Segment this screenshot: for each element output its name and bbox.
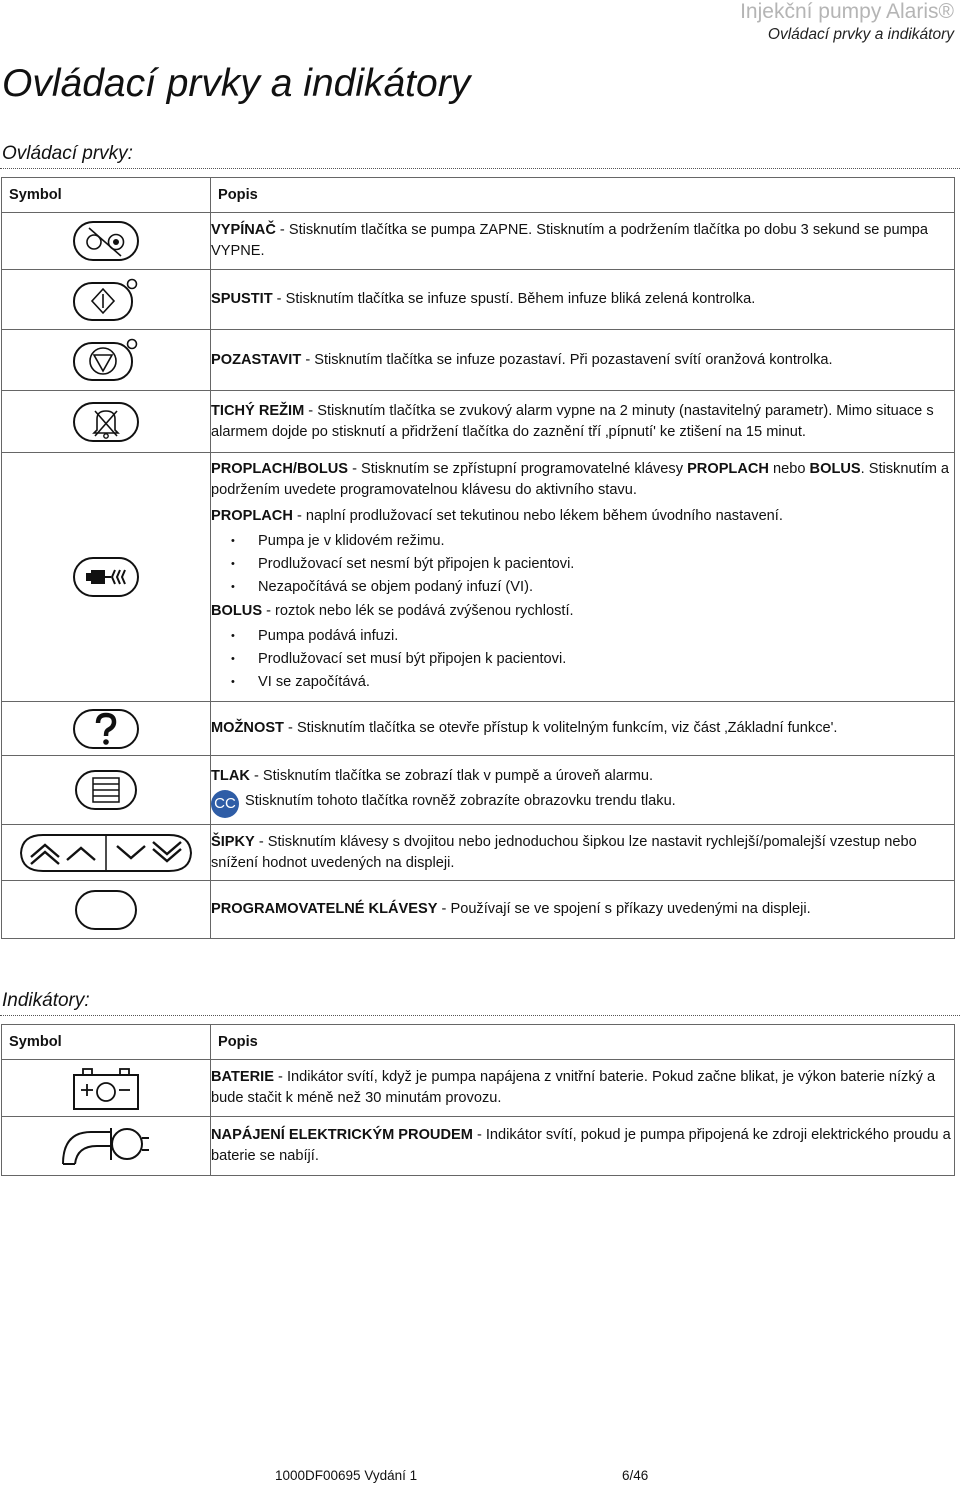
list-item: • Pumpa podává infuzi. [211, 625, 954, 648]
item-name: VYPÍNAČ [211, 222, 276, 238]
page-footer [275, 1468, 649, 1483]
table-row [2, 1117, 955, 1176]
item-name: MOŽNOST [211, 720, 284, 736]
item-text: - Stisknutím tlačítka se infuze spustí. Během infuze bliká zelená kontrolka. [272, 291, 756, 307]
table-row [2, 825, 955, 881]
purge-bolus-icon [73, 557, 139, 597]
table-row [2, 756, 955, 825]
list-item: • VI se započítává. [211, 671, 954, 694]
item-text: - Stisknutím tlačítka se zvukový alarm vypne na 2 minuty (nastavitelný parametr). Mimo situace s alarmem dojde po stisknutí a přidržení tlačítka do zaznění tří ‚pípnutí' ke ztišení na 15 minut. [211, 402, 934, 440]
description-cell [211, 825, 955, 881]
symbol-cell [2, 1117, 211, 1176]
item-name: TLAK [211, 767, 250, 784]
item-text: - Stisknutím klávesy s dvojitou nebo jednoduchou šipkou lze nastavit rychlejší/pomalejší vzestup nebo snížení hodnot uvedených na displeji. [211, 833, 917, 871]
table-row [2, 702, 955, 756]
footer-document-id: 1000DF00695 Vydání 1 [275, 1468, 418, 1483]
hold-icon [73, 338, 139, 382]
bolus-paragraph [211, 601, 954, 622]
pressure-cc-line [211, 787, 954, 815]
item-keyword: PROPLACH [687, 460, 769, 477]
symbol-cell [2, 1060, 211, 1117]
mains-power-icon [61, 1124, 151, 1168]
item-text: - Indikátor svítí, když je pumpa napájena z vnitřní baterie. Pokud začne blikat, je výkon baterie nízký a bude stačit k méně než 30 minutám provozu. [211, 1069, 936, 1106]
item-keyword: BOLUS [809, 460, 861, 477]
up-arrow-icon [67, 848, 95, 860]
indicators-table [1, 1024, 955, 1176]
softkey-icon [73, 890, 139, 930]
header-product: Injekční pumpy Alaris® [740, 0, 954, 23]
purge-list [211, 530, 954, 599]
item-name: POZASTAVIT [211, 351, 302, 368]
item-text: - Stisknutím tlačítka se zobrazí tlak v pumpě a úroveň alarmu. [249, 767, 654, 784]
symbol-cell [2, 391, 211, 453]
symbol-cell [2, 881, 211, 939]
item-text: - roztok nebo lék se podává zvýšenou rychlostí. [262, 602, 574, 619]
description-cell [211, 270, 955, 330]
table-row [2, 453, 955, 702]
description-cell [211, 881, 955, 939]
symbol-cell [2, 825, 211, 881]
item-name: SPUSTIT [211, 291, 273, 307]
table-row [2, 881, 955, 939]
pressure-line [211, 766, 954, 787]
table-header-row [2, 178, 955, 213]
symbol-cell [2, 756, 211, 825]
item-name: NAPÁJENÍ ELEKTRICKÝM PROUDEM [211, 1127, 473, 1143]
symbol-cell [2, 213, 211, 270]
header-section: Ovládací prvky a indikátory [767, 26, 954, 43]
symbol-cell [2, 702, 211, 756]
item-text: . Stisknutím a podržením uvedete programovatelnou klávesu do aktivního stavu. [211, 460, 950, 498]
description-cell [211, 330, 955, 391]
description-cell [211, 391, 955, 453]
item-text: - Indikátor svítí, pokud je pumpa připojená ke zdroji elektrického proudu a baterie se nabíjí. [211, 1127, 951, 1164]
table-header-row [2, 1025, 955, 1060]
col-description: Popis [211, 178, 955, 213]
bolus-list [211, 625, 954, 694]
page-title: Ovládací prvky a indikátory [2, 62, 471, 105]
list-item: • Pumpa je v klidovém režimu. [211, 530, 954, 553]
footer-page-number: 6/46 [622, 1468, 649, 1483]
controls-title: Ovládací prvky: [2, 143, 133, 164]
battery-icon [73, 1066, 139, 1110]
item-text: - Stisknutím tlačítka se infuze pozastaví. Při pozastavení svítí oranžová kontrolka. [301, 351, 833, 368]
description-cell [211, 702, 955, 756]
item-name: PROPLACH/BOLUS [211, 460, 349, 477]
table-row [2, 330, 955, 391]
indicators-divider [0, 1015, 960, 1016]
description-cell [211, 213, 955, 270]
description-cell [211, 1060, 955, 1117]
running-header [740, 0, 954, 45]
item-text: - Používají se ve spojení s příkazy uvedenými na displeji. [437, 901, 811, 917]
item-name: BATERIE [211, 1069, 274, 1085]
item-text: - Stisknutím se zpřístupní programovatelné klávesy [348, 460, 688, 477]
col-symbol: Symbol [2, 178, 211, 213]
symbol-cell [2, 453, 211, 702]
table-row [2, 1060, 955, 1117]
item-text: - naplní prodlužovací set tekutinou nebo lékem během úvodního nastavení. [292, 507, 783, 524]
pressure-icon [73, 770, 139, 810]
down-arrow-icon [117, 846, 145, 858]
item-text: - Stisknutím tlačítka se otevře přístup k volitelným funkcím, viz část ‚Základní funkce'. [283, 720, 838, 736]
run-icon [73, 278, 139, 322]
on-off-icon [73, 221, 139, 261]
indicators-title: Indikátory: [2, 990, 90, 1011]
description-cell [211, 756, 955, 825]
controls-table [1, 177, 955, 939]
item-name: ŠIPKY [211, 833, 255, 850]
item-name: PROGRAMOVATELNÉ KLÁVESY [211, 901, 438, 917]
controls-divider [0, 168, 960, 169]
table-row [2, 391, 955, 453]
cc-text: Stisknutím tohoto tlačítka rovněž zobrazíte obrazovku trendu tlaku. [245, 792, 676, 809]
purge-bolus-intro [211, 459, 954, 501]
symbol-cell [2, 330, 211, 391]
col-symbol: Symbol [2, 1025, 211, 1060]
silence-icon [73, 402, 139, 442]
list-item: • Prodlužovací set musí být připojen k pacientovi. [211, 648, 954, 671]
item-text: - Stisknutím tlačítka se pumpa ZAPNE. Stisknutím a podržením tlačítka po dobu 3 sekund se pumpa VYPNE. [211, 222, 929, 259]
table-row [2, 270, 955, 330]
description-cell [211, 453, 955, 702]
item-name: PROPLACH [211, 507, 293, 524]
options-question-icon [73, 709, 139, 749]
list-item: • Nezapočítává se objem podaný infuzí (VI). [211, 576, 954, 599]
arrow-keys-icon [19, 833, 193, 873]
col-description: Popis [211, 1025, 955, 1060]
table-row [2, 213, 955, 270]
purge-paragraph [211, 506, 954, 527]
item-name: BOLUS [211, 602, 263, 619]
list-item: • Prodlužovací set nesmí být připojen k pacientovi. [211, 553, 954, 576]
description-cell [211, 1117, 955, 1176]
item-text: nebo [768, 460, 810, 477]
cc-badge: CC [211, 790, 239, 818]
item-name: TICHÝ REŽIM [211, 402, 305, 419]
symbol-cell [2, 270, 211, 330]
